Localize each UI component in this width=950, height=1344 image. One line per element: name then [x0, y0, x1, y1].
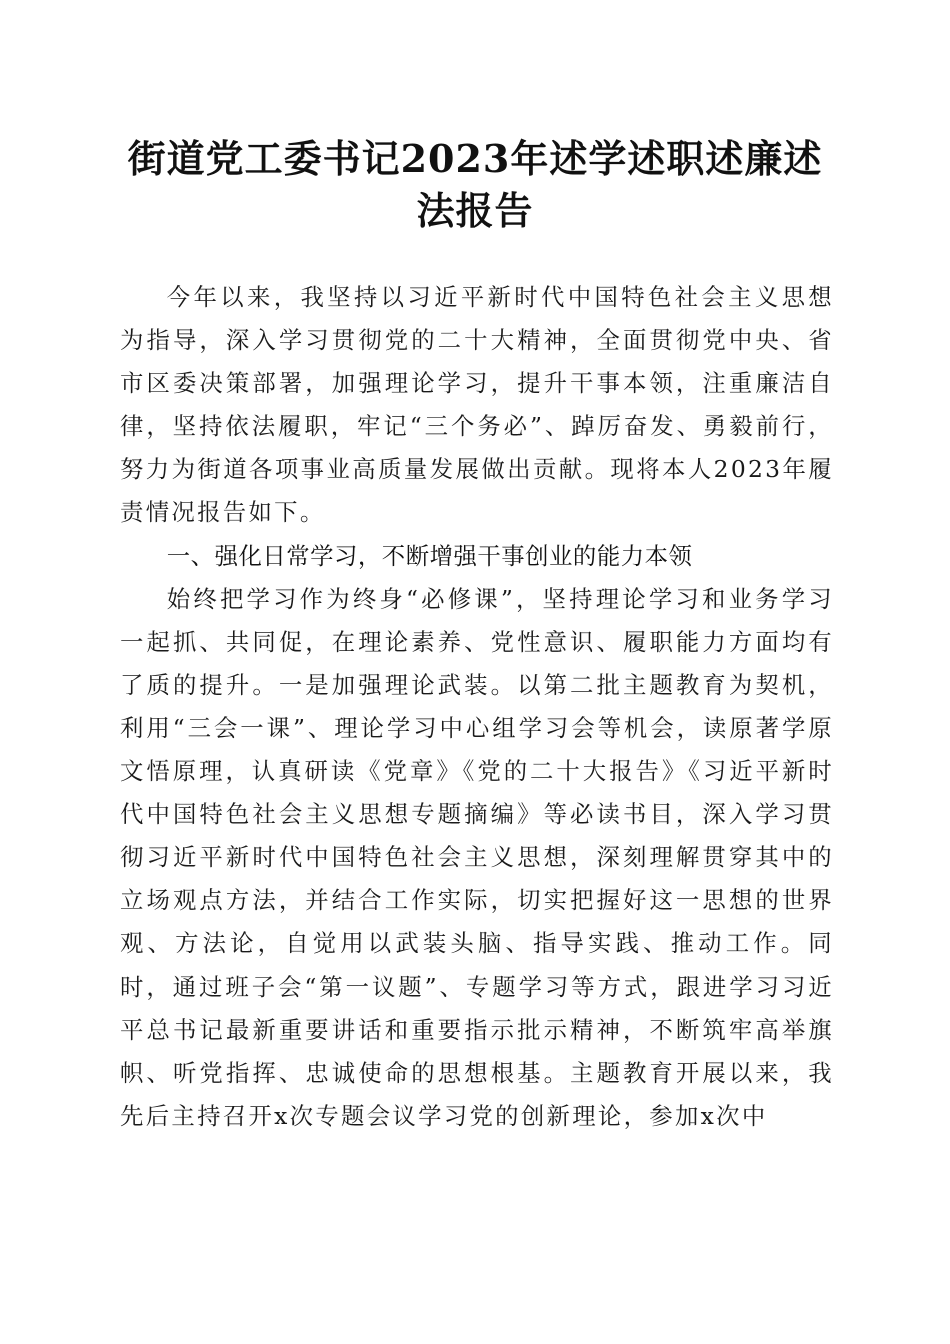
- section-heading: 一、强化日常学习，不断增强干事创业的能力本领: [166, 541, 693, 570]
- document-title: 街道党工委书记2023年述学述职述廉述法报告: [127, 136, 823, 233]
- section-paragraph: 始终把学习作为终身“必修课”，坚持理论学习和业务学习一起抓、共同促，在理论素养、党性意识、履职能力方面均有了质的提升。一是加强理论武装。以第二批主题教育为契机，利用“三会一课”、理论学习中心组学习会等机会，读原著学原文悟原理，认真研读《党章》《党的二十大报告》《习近平新时代中国特色社会主义思想专题摘编》等必读书目，深入学习贯彻习近平新时代中国特色社会主义思想，深刻理解贯穿其中的立场观点方法，并结合工作实际，切实把握好这一思想的世界观、方法论，自觉用以武装头脑、指导实践、推动工作。同时，通过班子会“第一议题”、专题学习等方式，跟进学习习近平总书记最新重要讲话和重要指示批示精神，不断筑牢高举旗帜、听党指挥、忠诚使命的思想根基。主题教育开展以来，我先后主持召开x次专题会议学习党的创新理论，参加x次中: [120, 584, 834, 1130]
- intro-paragraph: 今年以来，我坚持以习近平新时代中国特色社会主义思想为指导，深入学习贯彻党的二十大精神，全面贯彻党中央、省市区委决策部署，加强理论学习，提升干事本领，注重廉洁自律，坚持依法履职，牢记“三个务必”、踔厉奋发、勇毅前行，努力为街道各项事业高质量发展做出贡献。现将本人2023年履责情况报告如下。: [120, 283, 834, 527]
- document-body: [120, 276, 834, 1138]
